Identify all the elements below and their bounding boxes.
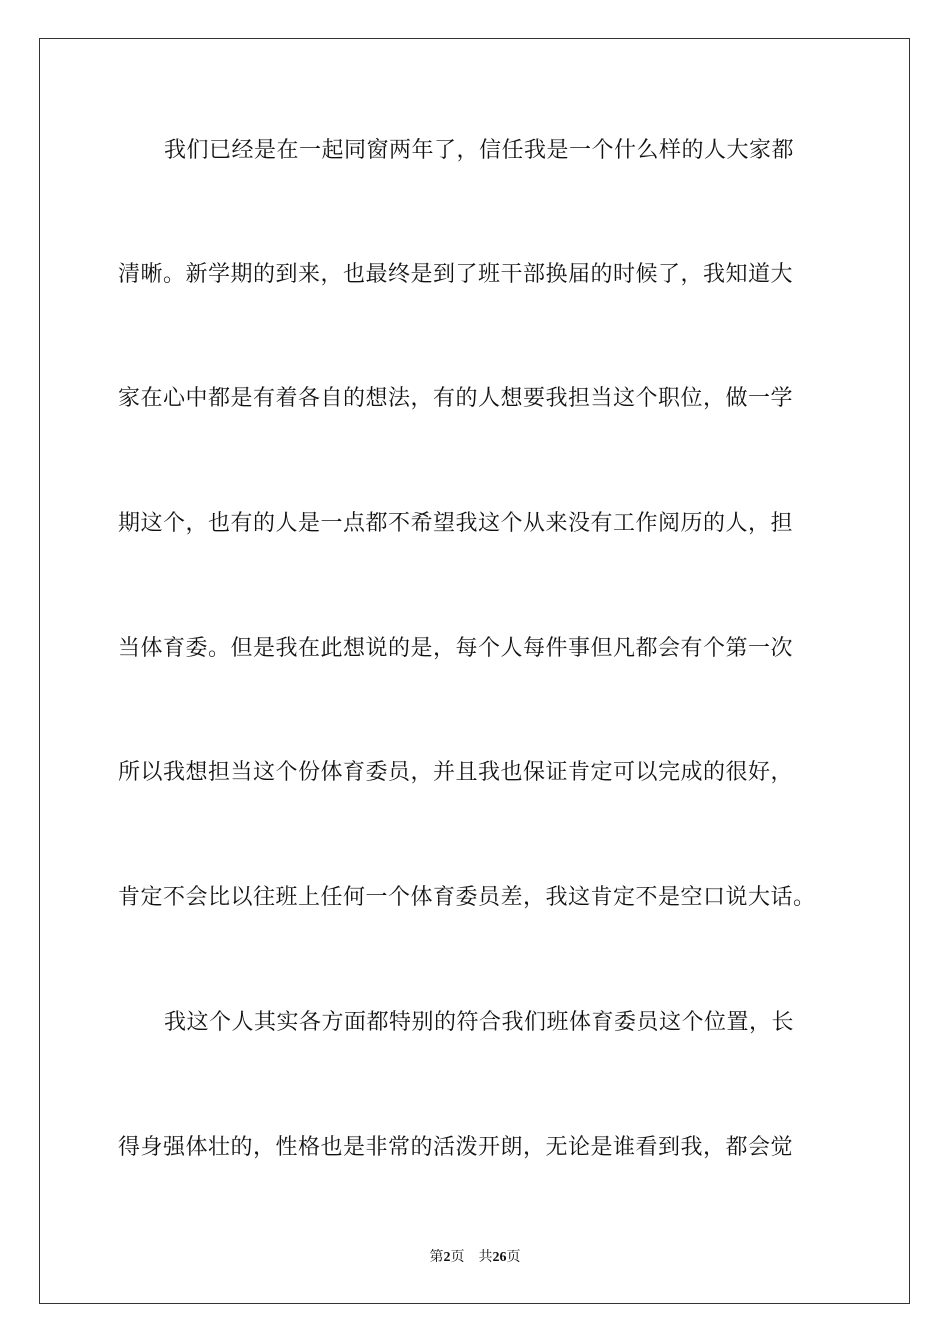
paragraph-line: 得身强体壮的，性格也是非常的活泼开朗，无论是谁看到我，都会觉 xyxy=(118,1135,794,1160)
page-frame xyxy=(39,38,910,1304)
paragraph-line: 家在心中都是有着各自的想法，有的人想要我担当这个职位，做一学 xyxy=(118,386,794,411)
footer-total-prefix: 共 xyxy=(478,1250,493,1265)
paragraph-line: 肯定不会比以往班上任何一个体育委员差，我这肯定不是空口说大话。 xyxy=(118,885,816,910)
footer-page-prefix: 第 xyxy=(429,1250,444,1265)
paragraph-line: 我们已经是在一起同窗两年了，信任我是一个什么样的人大家都 xyxy=(164,138,795,163)
paragraph-line: 我这个人其实各方面都特别的符合我们班体育委员这个位置，长 xyxy=(164,1010,795,1035)
footer-total-suffix: 页 xyxy=(506,1250,521,1265)
paragraph-line: 当体育委。但是我在此想说的是，每个人每件事但凡都会有个第一次 xyxy=(118,636,794,661)
page-footer xyxy=(0,1248,950,1268)
paragraph-line: 所以我想担当这个份体育委员，并且我也保证肯定可以完成的很好， xyxy=(118,760,794,785)
paragraph-line: 期这个，也有的人是一点都不希望我这个从来没有工作阅历的人，担 xyxy=(118,511,794,536)
paragraph-line: 清晰。新学期的到来，也最终是到了班干部换届的时候了，我知道大 xyxy=(118,262,794,287)
footer-page-number: 2 xyxy=(443,1250,451,1265)
footer-total-number: 26 xyxy=(492,1250,507,1265)
footer-page-suffix: 页 xyxy=(450,1250,465,1265)
